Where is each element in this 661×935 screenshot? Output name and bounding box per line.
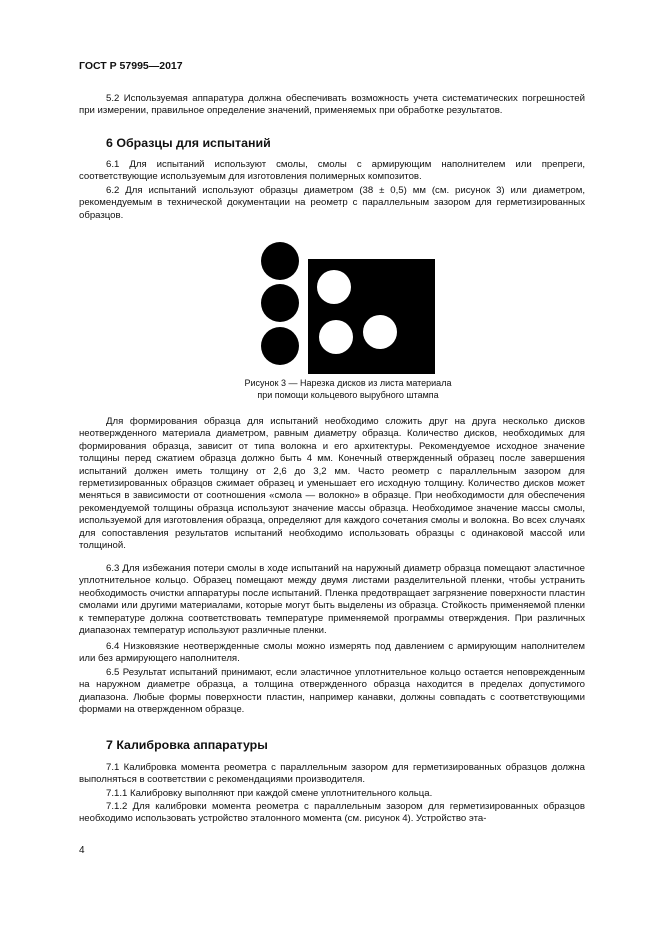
disk-cutting-illustration bbox=[260, 240, 440, 375]
cut-disk-3 bbox=[261, 327, 299, 365]
document-header: ГОСТ Р 57995—2017 bbox=[79, 60, 183, 72]
paragraph-6-4: 6.4 Низковязкие неотвержденные смолы можно измерять под давлением с армирующим наполнителем или без армирующего наполнителя. bbox=[79, 641, 585, 665]
paragraph-6-5: 6.5 Результат испытаний принимают, если эластичное уплотнительное кольцо остается неповрежденным на наружном диаметре образца, а толщина отвержденного образца находится в пределах допустимого диапазона. Любые формы поверхности пластин, например канавки, должны совпадать с соответствующими формами на отвержденном образце. bbox=[79, 667, 585, 716]
paragraph-7-1: 7.1 Калибровка момента реометра с параллельным зазором для герметизированных образцов должна выполняться в соответствии с рекомендациями производителя. bbox=[79, 762, 585, 786]
paragraph-specimen-forming: Для формирования образца для испытаний необходимо сложить друг на друга несколько дисков неотвержденного материала диаметром, равным диаметру образца. Количество дисков, необходимых для формирования образца, зависит от типа волокна и его архитектуры. Рекомендуемое исходное значение толщины перед сжатием образца должно быть 4 мм. Конечный отвержденный образец после завершения испытаний должен иметь толщину от 2,6 до 3,2 мм. Часто реометр с параллельным зазором для герметизированных образцов сжимает образец и уменьшает его исходную толщину. Количество дисков может меняться в зависимости от соотношения «смола — волокно» в образце. При необходимости для обеспечения рекомендуемой толщины образца используют значение массы образца. Необходимое значение массы смолы, используемой для изготовления образца, определяют для каждого сочетания смолы и волокна. Во всех случаях для сопоставления результатов испытаний необходимо использовать образцы с одинаковой массой или толщиной. bbox=[79, 416, 585, 552]
sheet-hole-1 bbox=[317, 270, 351, 304]
cut-disk-1 bbox=[261, 242, 299, 280]
cut-disk-2 bbox=[261, 284, 299, 322]
paragraph-5-2: 5.2 Используемая аппаратура должна обеспечивать возможность учета систематических погрешностей при измерении, правильное определение значений, применяемых при обработке результатов. bbox=[79, 93, 585, 117]
paragraph-6-1: 6.1 Для испытаний используют смолы, смолы с армирующим наполнителем или препреги, соответствующие используемым для изготовления полимерных композитов. bbox=[79, 159, 585, 183]
figure-3-disk-cutting bbox=[260, 240, 440, 375]
paragraph-7-1-2: 7.1.2 Для калибровки момента реометра с параллельным зазором для герметизированных образцов необходимо использовать устройство эталонного момента (см. рисунок 4). Устройство эта- bbox=[79, 801, 585, 825]
section-6-title: 6 Образцы для испытаний bbox=[106, 136, 271, 150]
section-7-title: 7 Калибровка аппаратуры bbox=[106, 738, 268, 752]
sheet-hole-2 bbox=[319, 320, 353, 354]
sheet-hole-3 bbox=[363, 315, 397, 349]
page-number: 4 bbox=[79, 845, 85, 856]
paragraph-7-1-1: 7.1.1 Калибровку выполняют при каждой смене уплотнительного кольца. bbox=[106, 788, 433, 799]
figure-3-caption: Рисунок 3 — Нарезка дисков из листа материала при помощи кольцевого вырубного штампа bbox=[244, 378, 452, 400]
paragraph-6-2: 6.2 Для испытаний используют образцы диаметром (38 ± 0,5) мм (см. рисунок 3) или диаметром, рекомендуемым в технической документации на реометр с параллельным зазором для герметизированных образцов. bbox=[79, 185, 585, 221]
paragraph-6-3: 6.3 Для избежания потери смолы в ходе испытаний на наружный диаметр образца помещают эластичное уплотнительное кольцо. Образец помещают между двумя листами разделительной пленки, чтобы устранить необходимость очистки аппаратуры после испытаний. Пленка предотвращает загрязнение поверхности пластин смолами или другими материалами, которые могут быть выделены из образца. Стойкость применяемой пленки к температуре должна соответствовать температуре применяемой программы отверждения. При различных диапазонах температур используют различные пленки. bbox=[79, 563, 585, 637]
